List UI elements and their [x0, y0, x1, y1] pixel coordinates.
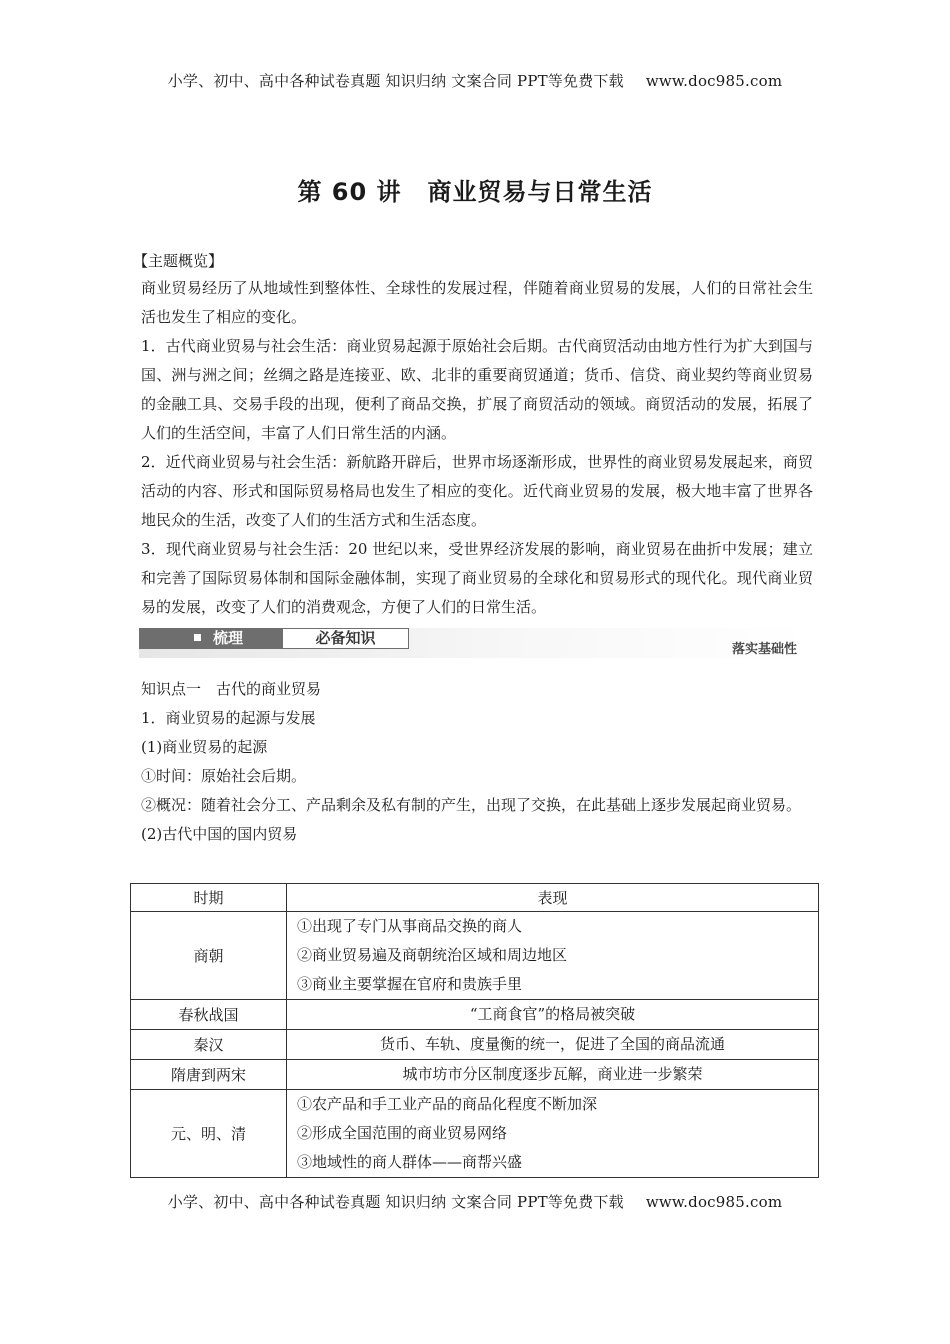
page-footer: [0, 1191, 950, 1212]
overview-paragraph: 1．古代商业贸易与社会生活：商业贸易起源于原始社会后期。古代商贸活动由地方性行为扩大到国与国、洲与洲之间；丝绸之路是连接亚、欧、北非的重要商贸通道；货币、信贷、商业契约等商业贸易的金融工具、交易手段的出现，便利了商品交换，扩展了商贸活动的领域。商贸活动的发展，拓展了人们的生活空间，丰富了人们日常生活的内涵。: [141, 337, 813, 442]
header-url[interactable]: www.doc985.com: [645, 72, 783, 90]
table-row: [131, 1060, 819, 1090]
table-cell-item: ①出现了专门从事商品交换的商人: [297, 917, 523, 935]
section-band-right-label: 落实基础性: [731, 642, 797, 657]
knowledge-text: [141, 675, 813, 849]
table-cell-item: ①农产品和手工业产品的商品化程度不断加深: [297, 1095, 598, 1113]
table-cell-item: ②商业贸易遍及商朝统治区域和周边地区: [297, 946, 568, 964]
square-icon: [194, 634, 201, 641]
page-header: [0, 70, 950, 91]
lecture-number: 第 60 讲: [297, 178, 402, 206]
table-cell-period: 秦汉: [131, 1030, 287, 1060]
table-cell-desc: [287, 912, 819, 1000]
lecture-topic: 商业贸易与日常生活: [427, 178, 653, 206]
table-cell-item: ②形成全国范围的商业贸易网络: [297, 1124, 508, 1142]
table-cell-period: 元、明、清: [131, 1090, 287, 1178]
table-row: [131, 1000, 819, 1030]
table-row: [131, 1030, 819, 1060]
knowledge-line: ①时间：原始社会后期。: [141, 767, 307, 785]
table-cell-item: 货币、车轨、度量衡的统一，促进了全国的商品流通: [287, 1030, 819, 1060]
overview-paragraph: 2．近代商业贸易与社会生活：新航路开辟后，世界市场逐渐形成，世界性的商业贸易发展起来，商贸活动的内容、形式和国际贸易格局也发生了相应的变化。近代商业贸易的发展，极大地丰富了世界各地民众的生活，改变了人们的生活方式和生活态度。: [141, 453, 813, 529]
knowledge-line: ②概况：随着社会分工、产品剩余及私有制的产生，出现了交换，在此基础上逐步发展起商业贸易。: [141, 796, 802, 814]
table-row: [131, 1090, 819, 1178]
overview-text: [141, 274, 813, 622]
table-header-desc: 表现: [287, 884, 819, 912]
table-cell-period: 商朝: [131, 912, 287, 1000]
footer-text: 小学、初中、高中各种试卷真题 知识归纳 文案合同 PPT等免费下载: [167, 1193, 624, 1211]
table-cell-item: ③商业主要掌握在官府和贵族手里: [297, 975, 523, 993]
section-tab-light: 必备知识: [282, 628, 409, 649]
knowledge-subheading: (1)商业贸易的起源: [141, 738, 268, 756]
table-row: [131, 912, 819, 1000]
page-title: [0, 172, 950, 207]
table-cell-period: 隋唐到两宋: [131, 1060, 287, 1090]
table-cell-item: “工商食官”的格局被突破: [287, 1000, 819, 1030]
table-cell-period: 春秋战国: [131, 1000, 287, 1030]
knowledge-subheading: 1．商业贸易的起源与发展: [141, 709, 316, 727]
section-tab-dark-label: 梳理: [213, 629, 244, 647]
table-cell-item: ③地域性的商人群体——商帮兴盛: [297, 1153, 523, 1171]
knowledge-heading: 知识点一 古代的商业贸易: [141, 680, 322, 698]
footer-url[interactable]: www.doc985.com: [645, 1193, 783, 1211]
overview-tag: 【主题概览】: [133, 252, 224, 270]
overview-paragraph: 3．现代商业贸易与社会生活：20 世纪以来，受世界经济发展的影响，商业贸易在曲折中发展；建立和完善了国际贸易体制和国际金融体制，实现了商业贸易的全球化和贸易形式的现代化。现代商业贸易的发展，改变了人们的消费观念，方便了人们的日常生活。: [141, 540, 813, 616]
trade-period-table: [130, 883, 819, 1178]
table-header-row: [131, 884, 819, 912]
overview-paragraph: 商业贸易经历了从地域性到整体性、全球性的发展过程，伴随着商业贸易的发展，人们的日常社会生活也发生了相应的变化。: [141, 279, 813, 326]
section-band: [139, 628, 809, 658]
table-cell-item: 城市坊市分区制度逐步瓦解，商业进一步繁荣: [287, 1060, 819, 1090]
header-text: 小学、初中、高中各种试卷真题 知识归纳 文案合同 PPT等免费下载: [167, 72, 624, 90]
table-cell-desc: [287, 1090, 819, 1178]
section-tab-dark: [139, 628, 282, 649]
knowledge-subheading: (2)古代中国的国内贸易: [141, 825, 298, 843]
table-header-period: 时期: [131, 884, 287, 912]
